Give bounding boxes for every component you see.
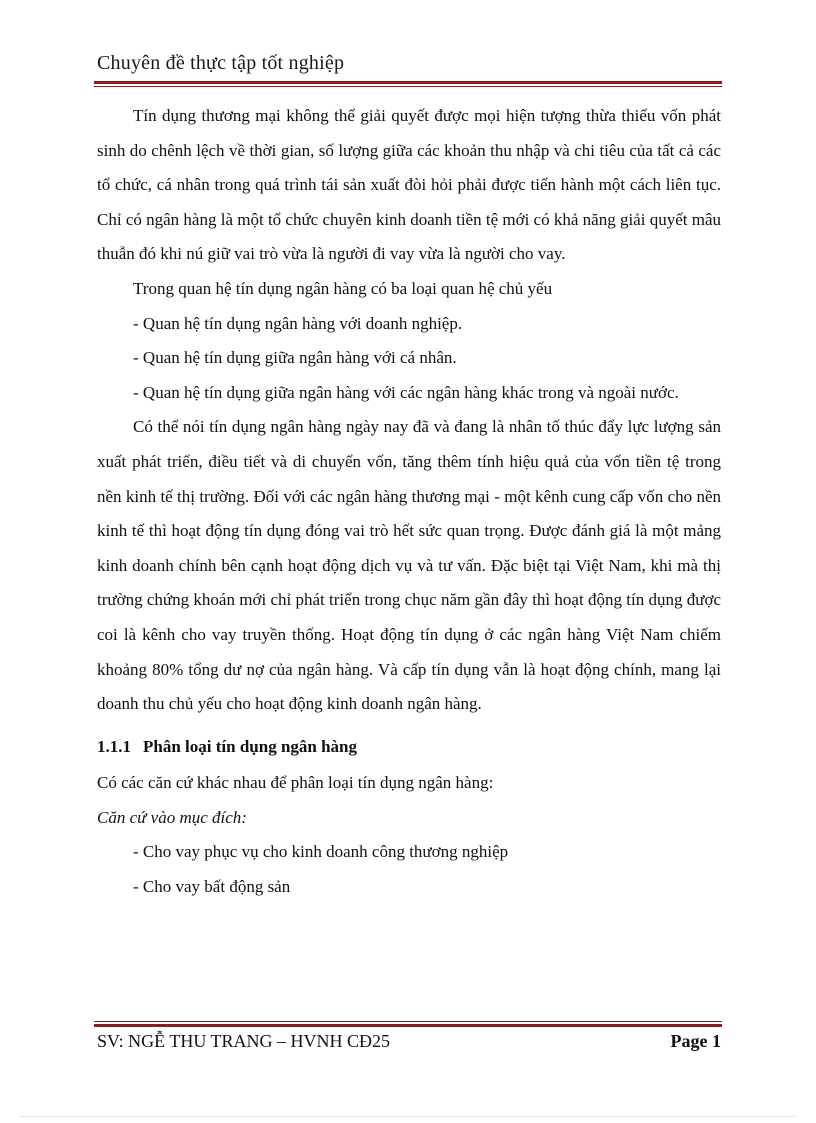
list-item: - Quan hệ tín dụng giữa ngân hàng với các ngân hàng khác trong và ngoài nước. xyxy=(133,382,679,402)
header-rule-thick xyxy=(94,81,722,84)
document-body xyxy=(97,99,721,905)
page-footer xyxy=(97,1031,721,1052)
header-rule-thin xyxy=(94,86,722,87)
paragraph: Trong quan hệ tín dụng ngân hàng có ba loại quan hệ chủ yếu xyxy=(133,278,553,298)
footer-rule-thick xyxy=(94,1024,722,1027)
footer-rule-thin xyxy=(94,1021,722,1022)
section-title: Phân loại tín dụng ngân hàng xyxy=(143,736,358,756)
page-header-title: Chuyên đề thực tập tốt nghiệp xyxy=(97,52,345,74)
footer-author: SV: NGỄ THU TRANG – HVNH CĐ25 xyxy=(97,1031,391,1051)
page-bottom-divider xyxy=(20,1116,796,1117)
paragraph: Có thể nói tín dụng ngân hàng ngày nay đã và đang là nhân tố thúc đẩy lực lượng sản xuất phát triển, điều tiết và di chuyển vốn, tăng thêm tính hiệu quả của vốn tiền tệ trong nền kinh tế thị trường. Đối với các ngân hàng thương mại - một kênh cung cấp vốn cho nền kinh tế thì hoạt động tín dụng đóng vai trò hết sức quan trọng. Được đánh giá là một mảng kinh doanh chính bên cạnh hoạt động dịch vụ và tư vấn. Đặc biệt tại Việt Nam, khi mà thị trường chứng khoán mới chỉ phát triển trong chục năm gần đây thì hoạt động tín dụng được coi là kênh cho vay truyền thống. Hoạt động tín dụng ở các ngân hàng Việt Nam chiếm khoảng 80% tổng dư nợ của ngân hàng. Và cấp tín dụng vẫn là hoạt động chính, mang lại doanh thu chủ yếu cho hoạt động kinh doanh ngân hàng. xyxy=(97,417,721,714)
list-item: - Quan hệ tín dụng ngân hàng với doanh nghiệp. xyxy=(133,313,463,333)
list-item: - Cho vay bất động sản xyxy=(133,877,291,897)
section-heading xyxy=(97,730,721,765)
page-number: Page 1 xyxy=(670,1031,721,1051)
paragraph: Tín dụng thương mại không thể giải quyết được mọi hiện tượng thừa thiếu vốn phát sinh do chênh lệch về thời gian, số lượng giữa các khoản thu nhập và chi tiêu của tất cả các tổ chức, cá nhân trong quá trình tái sản xuất đòi hỏi phải được tiến hành một cách liên tục. Chỉ có ngân hàng là một tổ chức chuyên kinh doanh tiền tệ mới có khả năng giải quyết mâu thuẫn đó khi nú giữ vai trò vừa là người đi vay vừa là người cho vay. xyxy=(97,106,721,264)
classification-basis: Căn cứ vào mục đích: xyxy=(97,807,247,827)
list-item: - Cho vay phục vụ cho kinh doanh công thương nghiệp xyxy=(133,842,509,862)
section-number: 1.1.1 xyxy=(97,736,131,756)
list-item: - Quan hệ tín dụng giữa ngân hàng với cá nhân. xyxy=(133,348,457,368)
section-intro: Có các căn cứ khác nhau để phân loại tín dụng ngân hàng: xyxy=(97,773,494,793)
